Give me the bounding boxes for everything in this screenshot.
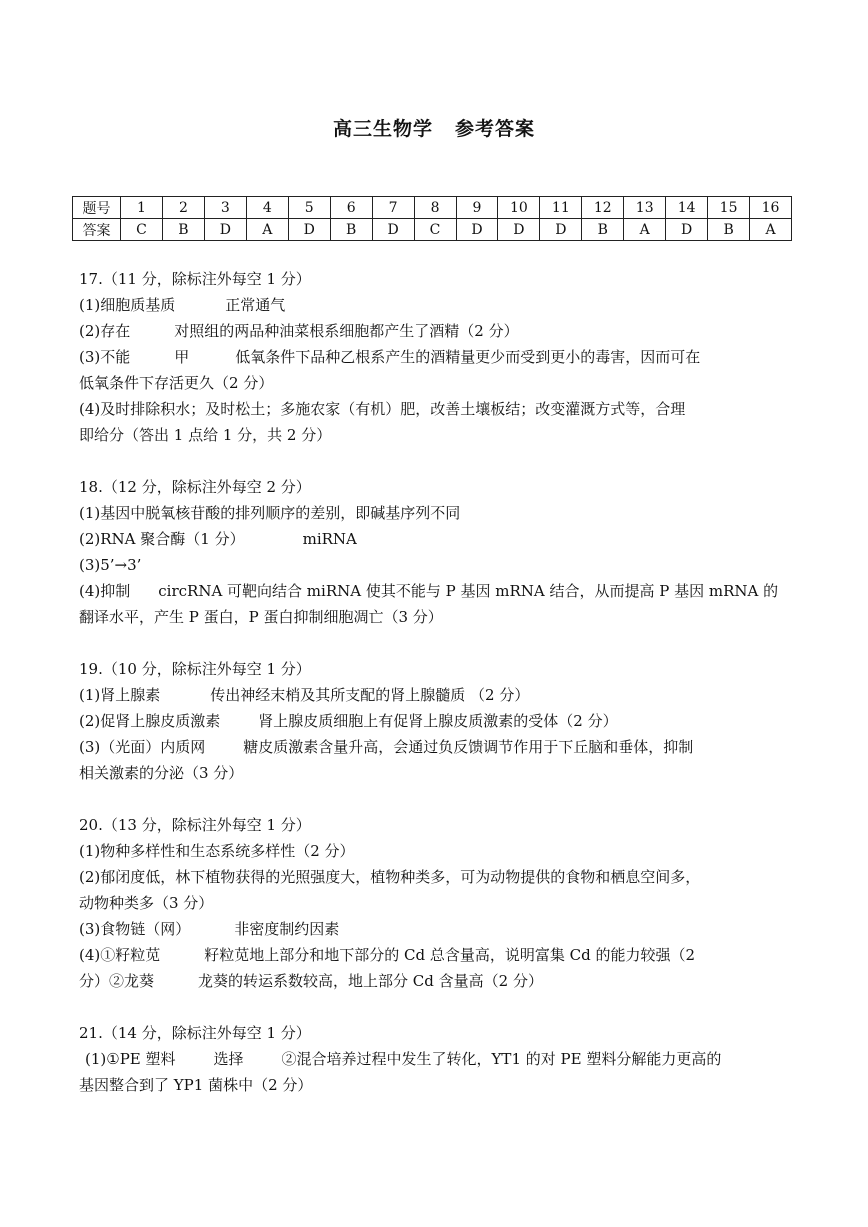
q19-heading: 19.（10 分，除标注外每空 1 分）: [79, 660, 311, 678]
question-number-cell: 11: [540, 197, 582, 219]
title-subject: 高三生物学: [332, 118, 433, 140]
question-number-cell: 9: [456, 197, 498, 219]
answer-cell: C: [414, 219, 456, 241]
q18-line-3: (3)5’→3’: [79, 556, 142, 574]
answer-row: [73, 219, 792, 241]
answer-cell: D: [666, 219, 708, 241]
q18-line-4: (4)抑制 circRNA 可靶向结合 miRNA 使其不能与 P 基因 mRNA 结合，从而提高 P 基因 mRNA 的: [79, 582, 779, 600]
question-number-cell: 2: [162, 197, 204, 219]
answer-cell: B: [708, 219, 750, 241]
question-number-header: 题号: [73, 197, 121, 219]
q17-line-1: (1)细胞质基质 正常通气: [79, 296, 286, 314]
q19-line-2: (2)促肾上腺皮质激素 肾上腺皮质细胞上有促肾上腺皮质激素的受体（2 分）: [79, 712, 618, 730]
q18-heading: 18.（12 分，除标注外每空 2 分）: [79, 478, 311, 496]
q19-line-1: (1)肾上腺素 传出神经末梢及其所支配的肾上腺髓质 （2 分）: [79, 686, 530, 704]
question-number-row: [73, 197, 792, 219]
q19-line-3: (3)（光面）内质网 糖皮质激素含量升高，会通过负反馈调节作用于下丘脑和垂体，抑制: [79, 738, 694, 756]
answer-cell: D: [372, 219, 414, 241]
question-number-cell: 10: [498, 197, 540, 219]
q20-line-3: (3)食物链（网） 非密度制约因素: [79, 920, 340, 938]
answer-cell: B: [330, 219, 372, 241]
q17-line-4: (4)及时排除积水；及时松土；多施农家（有机）肥，改善土壤板结；改变灌溉方式等，合理: [79, 400, 686, 418]
q20-line-2: (2)郁闭度低，林下植物获得的光照强度大，植物种类多，可为动物提供的食物和栖息空间多，: [79, 868, 701, 886]
answer-cell: A: [750, 219, 792, 241]
page-title: [0, 114, 868, 141]
q17-line-2: (2)存在 对照组的两品种油菜根系细胞都产生了酒精（2 分）: [79, 322, 519, 340]
q18-line-1: (1)基因中脱氧核苷酸的排列顺序的差别，即碱基序列不同: [79, 504, 461, 522]
q19-line-3b: 相关激素的分泌（3 分）: [79, 764, 244, 782]
answer-table: [72, 196, 792, 241]
question-number-cell: 14: [666, 197, 708, 219]
question-number-cell: 1: [121, 197, 163, 219]
answer-cell: D: [204, 219, 246, 241]
answer-cell: B: [162, 219, 204, 241]
answer-cell: D: [540, 219, 582, 241]
question-number-cell: 12: [582, 197, 624, 219]
question-number-cell: 5: [288, 197, 330, 219]
q20-line-4: (4)①籽粒苋 籽粒苋地上部分和地下部分的 Cd 总含量高，说明富集 Cd 的能力较强（2: [79, 946, 696, 964]
q20-line-2b: 动物种类多（3 分）: [79, 894, 214, 912]
question-number-cell: 13: [624, 197, 666, 219]
answer-cell: C: [121, 219, 163, 241]
answer-cell: B: [582, 219, 624, 241]
answer-cell: D: [456, 219, 498, 241]
q20-line-1: (1)物种多样性和生态系统多样性（2 分）: [79, 842, 355, 860]
question-17: [79, 266, 791, 448]
answer-header: 答案: [73, 219, 121, 241]
answer-cell: A: [624, 219, 666, 241]
q17-heading: 17.（11 分，除标注外每空 1 分）: [79, 270, 311, 288]
question-21: [79, 1020, 791, 1098]
answer-cell: D: [288, 219, 330, 241]
q20-line-4b: 分）②龙葵 龙葵的转运系数较高，地上部分 Cd 含量高（2 分）: [79, 972, 543, 990]
question-number-cell: 16: [750, 197, 792, 219]
question-18: [79, 474, 791, 630]
question-19: [79, 656, 791, 786]
question-number-cell: 15: [708, 197, 750, 219]
q18-line-4b: 翻译水平，产生 P 蛋白，P 蛋白抑制细胞凋亡（3 分）: [79, 608, 443, 626]
question-number-cell: 4: [246, 197, 288, 219]
q17-line-3b: 低氧条件下存活更久（2 分）: [79, 374, 274, 392]
q21-line-1: (1)①PE 塑料 选择 ②混合培养过程中发生了转化，YT1 的对 PE 塑料分解能力更高的: [85, 1050, 722, 1068]
answer-cell: A: [246, 219, 288, 241]
question-number-cell: 8: [414, 197, 456, 219]
question-number-cell: 7: [372, 197, 414, 219]
q17-line-3: (3)不能 甲 低氧条件下品种乙根系产生的酒精量更少而受到更小的毒害，因而可在: [79, 348, 701, 366]
question-number-cell: 3: [204, 197, 246, 219]
answer-content: [79, 266, 791, 1124]
q21-heading: 21.（14 分，除标注外每空 1 分）: [79, 1024, 311, 1042]
question-20: [79, 812, 791, 994]
q17-line-4b: 即给分（答出 1 点给 1 分，共 2 分）: [79, 426, 332, 444]
answer-cell: D: [498, 219, 540, 241]
title-answer-key: 参考答案: [455, 118, 536, 140]
q18-line-2: (2)RNA 聚合酶（1 分） miRNA: [79, 530, 357, 548]
q20-heading: 20.（13 分，除标注外每空 1 分）: [79, 816, 311, 834]
question-number-cell: 6: [330, 197, 372, 219]
q21-line-1b: 基因整合到了 YP1 菌株中（2 分）: [79, 1076, 313, 1094]
